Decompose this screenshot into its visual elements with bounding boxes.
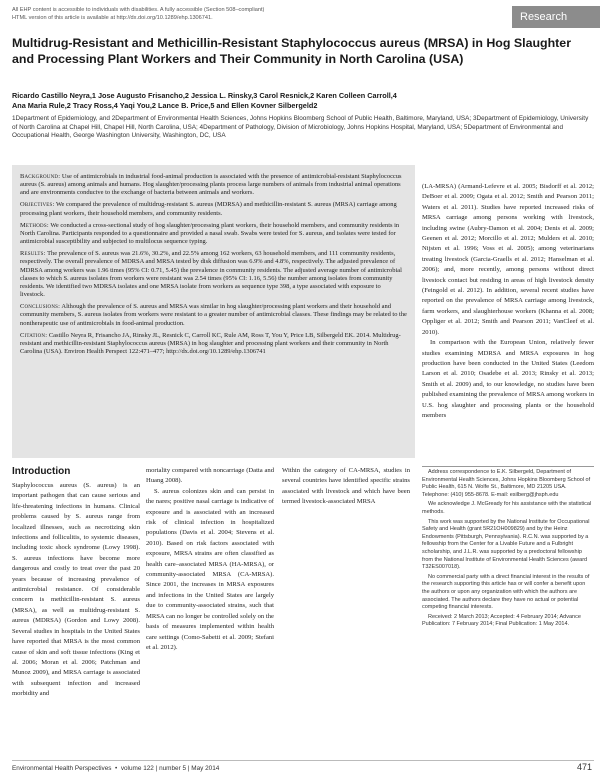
footnotes	[422, 466, 594, 631]
correspondence-note: Address correspondence to E.K. Silbergeld, Department of Environmental Health Sciences, Johns Hopkins Bloomberg School of Public Health, 615 N. Wolfe St., Baltimore, MD 21205 USA. Telephone: (410) 955-8678. E-mail: esilberg@jhsph.edu	[422, 469, 591, 498]
abstract-conclusions	[20, 303, 407, 327]
abstract-citation	[20, 332, 407, 356]
background-label: Background:	[20, 173, 61, 180]
abstract-results	[20, 250, 407, 299]
right-column-text	[422, 182, 594, 421]
footer-divider	[12, 760, 594, 761]
section-tab: Research	[512, 6, 600, 28]
methods-text: We conducted a cross-sectional study of hog slaughter/processing plant workers, their household members, and community residents in North Carolina. Participants responded to a questionnaire and provided a nasal swab. Swabs were tested for S. aureus, and isolates were tested for antimicrobial susceptibility and subjected to multilocus sequence typing.	[20, 221, 400, 246]
body-paragraph: Within the category of CA-MRSA, studies in several countries have identified specific strains associated with livestock and which have been termed livestock-associated MRSA	[282, 467, 410, 506]
citation-label: Citation:	[20, 331, 48, 339]
body-paragraph: S. aureus colonizes skin and can persist in the nares; positive nasal carriage is indicative of exposure and is associated with an increased risk of clinical infection in hospitalized populations (Davis et al. 2004; Stevens et al. 2010). Based on risk factors associated with exposure, MRSA strains are often classified as health care–associated MRSA (HA-MRSA), or community-associated MRSA (CA-MRSA). Since 2001, the increases in MRSA exposures and infections in the United States are largely due to community-associated strains, such that MRSA can no longer be controlled solely on the basis of measures implemented within health care settings (Como-Sabetti et al. 2009; Stefani et al. 2012).	[146, 487, 274, 651]
abstract-box	[12, 165, 415, 458]
accessibility-note-line-2: HTML version of this article is available at http://dx.doi.org/10.1289/ehp.1306741.	[12, 15, 213, 21]
author-line-1: Ricardo Castillo Neyra,1 Jose Augusto Frisancho,2 Jessica L. Rinsky,3 Carol Resnick,2 Karen Colleen Carroll,4	[12, 91, 397, 100]
page-number: 471	[576, 762, 592, 772]
citation-text: Castillo Neyra R, Frisancho JA, Rinsky JL, Resnick C, Carroll KC, Rule AM, Ross T, You Y, Price LB, Silbergeld EK. 2014. Multidrug-resistant and methicillin-resistant Staphylococcus aureus (MRSA) in hog slaughter and processing plant workers and their community in North Carolina (USA). Environ Health Perspect 122:471–477; http://dx.doi.org/10.1289/ehp.1306741	[20, 331, 401, 355]
conclusions-label: Conclusions:	[20, 303, 61, 311]
body-column-3	[282, 466, 410, 508]
results-label: Results:	[20, 250, 46, 258]
introduction-paragraph: Staphylococcus aureus (S. aureus) is an important pathogen that can cause serious and life-threatening infections in humans. Clinical problems caused by S. aureus range from localized illnesses, such as necrotizing skin infections and folliculitis, to systemic diseases, including toxic shock syndrome (Lowy 1998). S. aureus infections have become more dangerous and costly to treat over the past 20 years because of increasing prevalence of antimicrobial resistance. Of considerable concern is methicillin-resistant S. aureus (MRSA), as well as multidrug-resistant S. aureus (MDRSA) (Gordon and Lowy 2008). Several studies in hospitals in the United States have reported that MRSA is the most common cause of skin and soft tissue infections (King et al. 2006; Moran et al. 2006; Patchman and Munoz 2009), and MRSA carriage is associated with subsequent infection and increased morbidity and	[12, 482, 140, 698]
accessibility-note	[12, 6, 372, 22]
right-column-paragraph: (LA-MRSA) (Armand-Lefevre et al. 2005; Bisdorff et al. 2012; DeBoer et al. 2009; Ogata et al. 2012; Smith and Pearson 2011; Waters et al. 2011). Studies have reported increased risks of MRSA carriage among persons working with livestock, including swine (Aubry-Damon et al. 2004; Denis et al. 2009; Geenen et al. 2012; Morcillo et al. 2012; Mulders et al. 2010; Nijsten et al. 1996; Voss et al. 2005); among veterinarians treating livestock (Garcia-Graells et al. 2012; Hanselman et al. 2006); and, more recently, among persons without direct livestock contact but residing in areas of high livestock density (Feingold et al. 2012). In addition, several recent studies have reported on the prevalence of MRSA carriage among livestock, farm workers, and slaughterhouse workers (Khanna et al. 2008; Oppliger et al. 2012; Smith and Pearson 2011; VanCleef et al. 2010).	[422, 183, 594, 336]
author-line-2: Ana Maria Rule,2 Tracy Ross,4 Yaqi You,2 Lance B. Price,5 and Ellen Kovner Silbergeld2	[12, 100, 318, 110]
abstract-objectives	[20, 201, 407, 217]
funding-note: This work was supported by the National Institute for Occupational Safety and Health (grant 5R21OH009829) and by the Heinz Endowments (Pittsburgh, Pennsylvania). R.C.N. was supported by a fellowship from the Center for a Livable Future and a Fulbright scholarship, and J.L.R. was supported by a predoctoral fellowship from the National Institute of Environmental Health Sciences (award T32ES007018).	[422, 518, 590, 571]
acknowledgment-note: We acknowledge J. McGready for his assistance with the statistical methods.	[422, 501, 592, 515]
body-paragraph: mortality compared with noncarriage (Datta and Huang 2008).	[146, 467, 274, 485]
conflict-note: No commercial party with a direct financial interest in the results of the research supporting this article has or will confer a benefit upon the authors or upon any organization with which the authors are associated. The authors declare they have no actual or potential competing financial interests.	[422, 573, 590, 611]
conclusions-text: Although the prevalence of S. aureus and MRSA was similar in hog slaughter/processing plant workers and their household and community members, S. aureus isolates from workers were resistant to a greater number of antimicrobial classes. These findings may be related to the nontherapeutic use of antimicrobials in food-animal production.	[20, 303, 407, 327]
background-text: Use of antimicrobials in industrial food-animal production is associated with the presence of antimicrobial-resistant Staphylococcus aureus (S. aureus) among animals and humans. Hog slaughter/processing plants process large numbers of animals from industrial animal operations and are environments conducive to the exchange of bacteria between animals and workers.	[20, 173, 402, 197]
objectives-label: Objectives:	[20, 201, 55, 209]
author-list	[12, 91, 592, 110]
accessibility-note-line-1: All EHP content is accessible to individuals with disabilities. A fully accessible (Section 508–compliant)	[12, 7, 265, 13]
objectives-text: We compared the prevalence of multidrug-resistant S. aureus (MDRSA) and methicillin-resistant S. aureus (MRSA) carriage among processing plant workers, their household members, and community residents.	[20, 201, 397, 217]
abstract-methods	[20, 222, 407, 246]
methods-label: Methods:	[20, 221, 49, 229]
results-text: The prevalence of S. aureus was 21.6%, 30.2%, and 22.5% among 162 workers, 63 household members, and 111 community residents, respectively. The overall prevalence of MDRSA and MRSA tested by disk diffusion was 6.9% and 4.8%, respectively. The adjusted prevalence of MDRSA among workers was 1.96 times (95% CI: 0.71, 5.45) the prevalence in community residents. The adjusted average number of antimicrobial classes to which S. aureus isolates from workers were resistant was 2.54 times (95% CI: 1.16, 5.56) the number among isolates from community residents. We identified two MDRSA isolates and one MRSA isolate from workers as sequence type 398, a type associated with exposure to livestock.	[20, 250, 402, 299]
introduction-column	[12, 466, 140, 700]
introduction-heading: Introduction	[12, 466, 71, 477]
right-column-paragraph: In comparison with the European Union, relatively fewer studies examining MDRSA and MRSA exposures in hog production have been conducted in the United States (Leedom Larson et al. 2010; Osadebe et al. 2013; Rinsky et al. 2013; Smith et al. 2009) and, to our knowledge, no studies have been published examining the prevalence of MRSA among workers in U.S. hog slaughter and processing plants or the household members	[422, 339, 594, 419]
body-column-2	[146, 466, 274, 653]
affiliations: 1Department of Epidemiology, and 2Department of Environmental Health Sciences, Johns Hopkins Bloomberg School of Public Health, Baltimore, Maryland, USA; 3Department of Epidemiology, University of North Carolina at Chapel Hill, Chapel Hill, North Carolina, USA; 4Department of Pathology, Division of Microbiology, Johns Hopkins Hospital, Maryland, USA; 5Department of Environmental and Occupational Health, George Washington University, Washington, DC, USA	[12, 115, 589, 139]
abstract-background	[20, 173, 407, 197]
volume-info: volume 122 | number 5 | May 2014	[120, 765, 220, 772]
journal-footer: Environmental Health Perspectives • volume 122 | number 5 | May 2014	[12, 765, 220, 772]
dates-note: Received: 2 March 2013; Accepted: 4 February 2014; Advance Publication: 7 February 2014; Final Publication: 1 May 2014.	[422, 613, 581, 628]
journal-name: Environmental Health Perspectives	[12, 765, 112, 772]
article-title: Multidrug-Resistant and Methicillin-Resistant Staphylococcus aureus (MRSA) in Hog Slaughter and Processing Plant Workers and Their Community in North Carolina (USA)	[12, 36, 572, 66]
